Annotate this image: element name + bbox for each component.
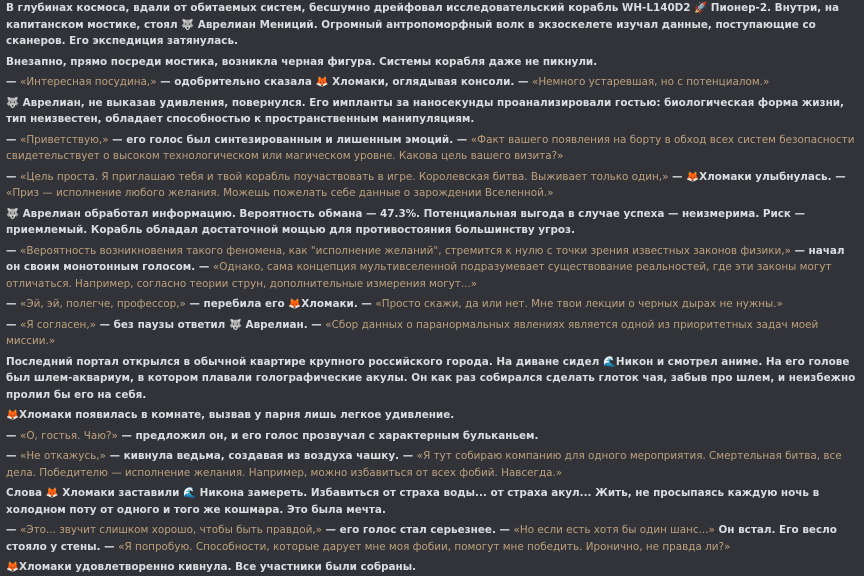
narration-text: — (6, 170, 21, 183)
fox-icon: 🦊 (6, 561, 19, 573)
narration-text: Последний портал открылся в обычной квартире крупного российского города. На диване сидел (6, 355, 603, 368)
quoted-speech: «Сбор данных о паранормальных явлениях является одной из приоритетных задач моей миссии.» (6, 318, 819, 347)
narration-text: Аврелиан. — (241, 318, 326, 331)
narration-text: — (6, 133, 21, 146)
narration-text: — (6, 244, 21, 257)
narration-text: — его голос стал серьезнее. — (322, 524, 514, 536)
paragraph (6, 448, 860, 481)
quoted-speech: «О, гостья. Чаю?» (20, 429, 118, 442)
quoted-speech: «Это... звучит слишком хорошо, чтобы быть правдой,» (20, 524, 323, 536)
rocket-icon: 🚀 (694, 2, 708, 14)
paragraph (6, 317, 860, 350)
narration-text: Никон и смотрел аниме. На его голове был шлем-аквариум, в котором плавали голографические акулы. Он как раз собирался сделать глоток чая, забыв про шлем, и неизбежно пролил бы его на себя. (6, 355, 856, 401)
wolf-icon: 🐺 (6, 96, 19, 109)
narration-text: Он встал. Его весло стояло у стены. — (6, 524, 837, 553)
paragraph (6, 169, 860, 202)
narration-text: — кивнула ведьма, создавая из воздуха чашку. — (105, 450, 417, 462)
paragraph (6, 95, 860, 128)
wave-icon: 🌊 (602, 355, 616, 368)
paragraph (6, 132, 860, 165)
paragraph (6, 206, 860, 239)
narration-text: — предложил он, и его голос прозвучал с характерным бульканьем. (117, 429, 539, 442)
fox-icon: 🦊 (315, 76, 329, 88)
paragraph (6, 54, 860, 71)
narration-text: Аврелиан обработал информацию. Вероятность обмана — 47.3%. Потенциальная выгода в случае успеха — неизмерима. Риск — приемлемый. Корабль обладал достаточной мощью для противостояния большинству угроз. (6, 207, 805, 236)
narration-text: В глубинах космоса, вдали от обитаемых систем, бесшумно дрейфовал исследовательский корабль WH-L140D2 (6, 2, 695, 14)
narration-text: — (668, 170, 687, 183)
quoted-speech: «Эй, эй, полегче, профессор,» (20, 298, 186, 310)
paragraph (6, 74, 860, 91)
quoted-speech: «Не откажусь,» (20, 450, 106, 462)
narration-text: — (6, 298, 21, 310)
quoted-speech: «Но если есть хотя бы один шанс...» (513, 524, 715, 536)
narration-text: Хломаки удовлетворенно кивнула. Все участники были собраны. (19, 561, 417, 573)
quoted-speech: «Немного устаревшая, но с потенциалом.» (531, 76, 770, 88)
paragraph (6, 407, 860, 424)
wolf-icon: 🐺 (228, 318, 242, 331)
wolf-icon: 🐺 (6, 207, 19, 220)
narration-text: Хломаки заставили (58, 487, 184, 499)
paragraph (6, 559, 860, 576)
quoted-speech: «Однако, сама концепция мультивселенной подразумевает существование реальностей, где эти законы могут отличаться. Например, согласно теории струн, дополнительные измерения могут...» (6, 261, 832, 290)
narration-text: Хломаки появилась в комнате, вызвав у парня лишь легкое удивление. (19, 409, 455, 421)
paragraph (6, 485, 860, 518)
narration-text: Пионер-2. Внутри, на капитанском мостике, стоял (6, 2, 840, 31)
quoted-speech: «Просто скажи, да или нет. Мне твои лекции о черных дырах не нужны.» (375, 298, 783, 310)
narration-text: Хломаки. — (301, 298, 376, 310)
narration-text: — перебила его (185, 298, 289, 310)
fox-icon: 🦊 (6, 409, 19, 421)
fox-icon: 🦊 (686, 170, 700, 183)
narration-text: Никона замереть. Избавиться от страха воды... от страха акул... Жить, не просыпаясь каждую ночь в холодном поту от одного и того же кошмара. Это была мечта. (6, 487, 820, 516)
quoted-speech: «Вероятность возникновения такого феномена, как "исполнение желаний", стремится к нулю с точки зрения известных законов физики,» (20, 244, 791, 257)
quoted-speech: «Я согласен,» (20, 318, 96, 331)
narration-text: Хломаки улыбнулась. — (699, 170, 846, 183)
quoted-speech: «Я попробую. Способности, которые дарует мне моя фобии, помогут мне победить. Иронично, не правда ли?» (118, 540, 731, 553)
narration-text: — (6, 524, 21, 536)
narration-text: Хломаки, оглядывая консоли. — (328, 76, 532, 88)
paragraph (6, 522, 860, 555)
narration-text: — (6, 76, 21, 88)
wolf-icon: 🐺 (181, 18, 195, 31)
quoted-speech: «Цель проста. Я приглашаю тебя и твой корабль поучаствовать в игре. Королевская битва. Выживает только один,» (20, 170, 669, 183)
quoted-speech: «Я тут собираю компанию для одного мероприятия. Смертельная битва, все дела. Победителю — исполнение желания. Например, можно избавиться от всех фобий. Навсегда.» (6, 450, 842, 479)
narration-text: — (6, 450, 21, 462)
paragraph (6, 354, 860, 404)
narration-text: — без паузы ответил (96, 318, 229, 331)
quoted-speech: «Интересная посудина,» (20, 76, 157, 88)
fox-icon: 🦊 (45, 487, 59, 499)
narration-text: — одобрительно сказала (156, 76, 316, 88)
narration-text: — начал он своим монотонным голосом. — (6, 244, 845, 273)
paragraph (6, 428, 860, 445)
narration-text: — его голос был синтезированным и лишенным эмоций. — (108, 133, 471, 146)
narration-text: Слова (6, 487, 46, 499)
quoted-speech: «Факт вашего появления на борту в обход всех систем безопасности свидетельствует о высоком технологическом или магическом уровне. Какова цель вашего визита?» (6, 133, 855, 162)
paragraph (6, 296, 860, 313)
wave-icon: 🌊 (183, 487, 197, 499)
paragraph (6, 0, 860, 50)
quoted-speech: «Приветствую,» (20, 133, 109, 146)
narration-text: Аврелиан Мениций. Огромный антропоморфный волк в экзоскелете изучал данные, поступающие со сканеров. Его экспедиция затянулась. (6, 18, 816, 47)
fox-icon: 🦊 (288, 298, 302, 310)
narration-text: — (6, 429, 21, 442)
paragraph (6, 243, 860, 293)
narration-text: — (6, 318, 21, 331)
narration-text: Внезапно, прямо посреди мостика, возникла черная фигура. Системы корабля даже не пикнули. (6, 55, 598, 68)
quoted-speech: «Приз — исполнение любого желания. Можешь пожелать себе данные о зарождении Вселенной.» (6, 187, 554, 199)
narration-text: Аврелиан, не выказав удивления, повернулся. Его импланты за наносекунды проанализировали гостью: биологическая форма жизни, тип неизвестен, обладает способностью к пространственным манипуляциям. (6, 96, 844, 125)
